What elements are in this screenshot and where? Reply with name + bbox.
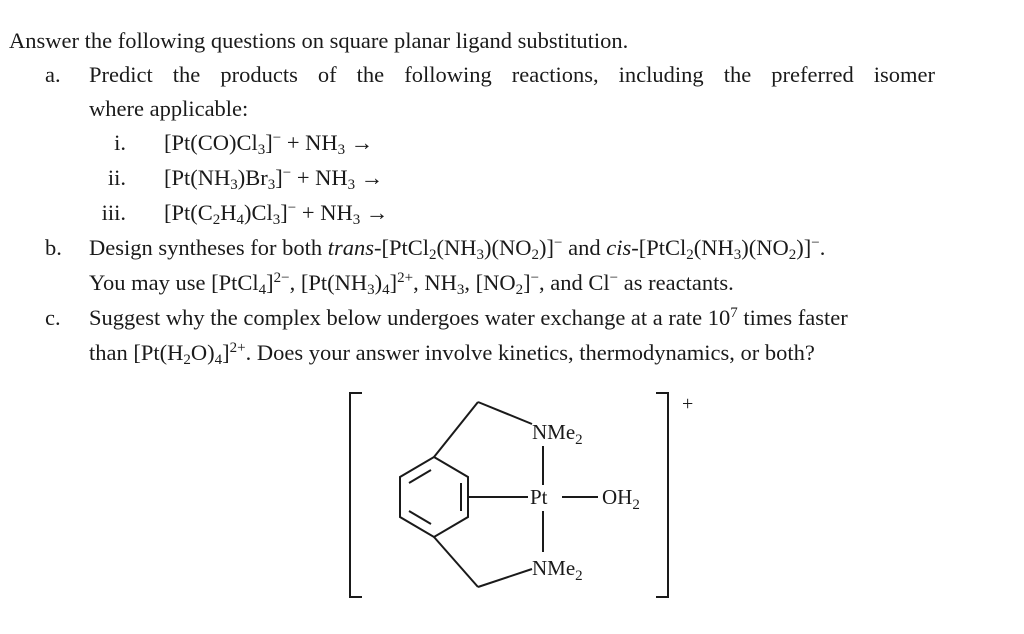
part-b-line1: Design syntheses for both trans-$[PtCl_2(NH_3)(NO_2)]^-$ and cis-$[PtCl_2(NH_3)(NO_2)]^-$.	[89, 235, 826, 263]
item-ii-label: ii.	[107, 165, 126, 190]
bottom-nme2-label: NMe$_2$	[532, 556, 583, 584]
part-c-line2: than $[Pt(H_2O)_4]^{2+}$. Does your answer involve kinetics, thermodynamics, or both?	[89, 340, 815, 368]
pt-label: Pt	[530, 485, 548, 509]
part-a-line1: Predict the products of the following reactions, including the preferred isomer	[89, 62, 935, 87]
part-b-line2: You may use [PtCl$_4$]$^{2-}$, $[Pt(NH_3)_4]^{2+}$, $NH_3$, $[NO_2]^-$, and Cl− as reactants.	[89, 270, 734, 298]
top-nme2-label: NMe$_2$	[532, 420, 583, 448]
reaction-ii: $[Pt(NH_3)Br_3]^- + NH_3$ →	[164, 165, 384, 193]
left-bracket	[350, 393, 362, 597]
part-a-line2: where applicable:	[89, 96, 249, 121]
item-i-label: i.	[114, 130, 126, 155]
item-iii-label: iii.	[101, 200, 126, 225]
reaction-i: $[Pt(CO)Cl_3]^- + NH_3$ →	[164, 130, 374, 158]
benzene-ring	[400, 457, 468, 537]
reaction-iii: $[Pt(C_2H_4)Cl_3]^- + NH_3$ →	[164, 200, 389, 228]
water-label: $OH_2$	[602, 485, 640, 513]
part-c-label: c.	[45, 305, 61, 330]
part-a-label: a.	[45, 62, 61, 87]
part-b-label: b.	[45, 235, 62, 260]
part-c-line1: Suggest why the complex below undergoes water exchange at a rate $10^7$ times faster	[89, 305, 848, 330]
right-bracket	[656, 393, 668, 597]
complex-charge: +	[682, 393, 694, 415]
question-intro: Answer the following questions on square planar ligand substitution.	[9, 28, 629, 53]
